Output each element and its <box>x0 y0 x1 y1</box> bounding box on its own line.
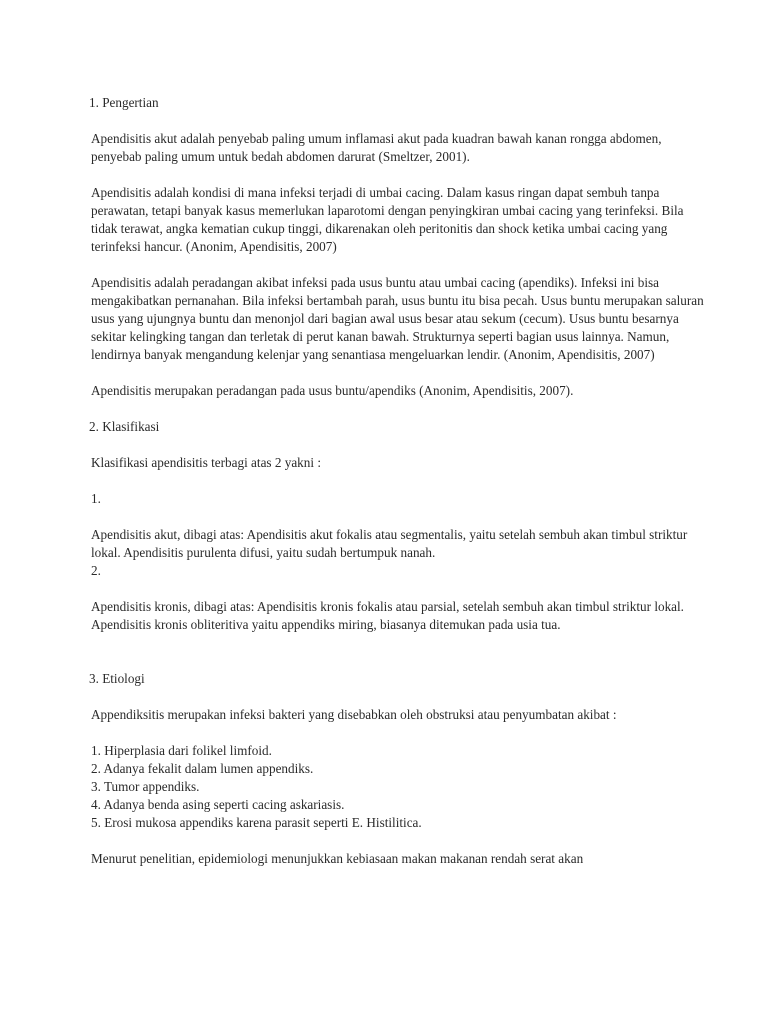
classification-intro: Klasifikasi apendisitis terbagi atas 2 yakni : <box>91 455 321 470</box>
section-heading-pengertian: 1. Pengertian <box>89 95 159 110</box>
paragraph-definition-4: Apendisitis merupakan peradangan pada usus buntu/apendiks (Anonim, Apendisitis, 2007). <box>91 383 574 398</box>
etiology-intro: Appendiksitis merupakan infeksi bakteri yang disebabkan oleh obstruksi atau penyumbatan akibat : <box>91 707 617 722</box>
section-heading-klasifikasi: 2. Klasifikasi <box>89 419 160 434</box>
list-item: 3. Tumor appendiks. <box>91 779 200 794</box>
classification-number-2: 2. <box>91 563 101 578</box>
paragraph-definition-1: Apendisitis akut adalah penyebab paling umum inflamasi akut pada kuadran bawah kanan rongga abdomen, penyebab paling umum untuk bedah abdomen darurat (Smeltzer, 2001). <box>91 131 662 164</box>
classification-item-1: Apendisitis akut, dibagi atas: Apendisitis akut fokalis atau segmentalis, yaitu setelah sembuh akan timbul striktur lokal. Apendisitis purulenta difusi, yaitu sudah bertumpuk nanah. <box>91 527 688 560</box>
classification-number-1: 1. <box>91 491 101 506</box>
etiology-closing-paragraph: Menurut penelitian, epidemiologi menunjukkan kebiasaan makan makanan rendah serat akan <box>91 851 584 866</box>
list-item: 2. Adanya fekalit dalam lumen appendiks. <box>91 761 314 776</box>
list-item: 1. Hiperplasia dari folikel limfoid. <box>91 743 272 758</box>
list-item: 4. Adanya benda asing seperti cacing askariasis. <box>91 797 345 812</box>
section-heading-etiologi: 3. Etiologi <box>89 671 145 686</box>
etiology-cause-list <box>91 742 708 832</box>
list-item: 5. Erosi mukosa appendiks karena parasit seperti E. Histilitica. <box>91 815 422 830</box>
paragraph-definition-3: Apendisitis adalah peradangan akibat infeksi pada usus buntu atau umbai cacing (apendiks). Infeksi ini bisa mengakibatkan pernanahan. Bila infeksi bertambah parah, usus buntu itu bisa pecah. Usus buntu merupakan saluran usus yang ujungnya buntu dan menonjol dari bagian awal usus besar atau sekum (cecum). Usus buntu besarnya sekitar kelingking tangan dan terletak di perut kanan bawah. Strukturnya seperti bagian usus lainnya. Namun, lendirnya banyak mengandung kelenjar yang senantiasa mengeluarkan lendir. (Anonim, Apendisitis, 2007) <box>91 275 704 362</box>
paragraph-definition-2: Apendisitis adalah kondisi di mana infeksi terjadi di umbai cacing. Dalam kasus ringan dapat sembuh tanpa perawatan, tetapi banyak kasus memerlukan laparotomi dengan penyingkiran umbai cacing yang terinfeksi. Bila tidak terawat, angka kematian cukup tinggi, dikarenakan oleh peritonitis dan shock ketika umbai cacing yang terinfeksi hancur. (Anonim, Apendisitis, 2007) <box>91 185 684 254</box>
classification-item-2: Apendisitis kronis, dibagi atas: Apendisitis kronis fokalis atau parsial, setelah sembuh akan timbul striktur lokal. Apendisitis kronis obliteritiva yaitu appendiks miring, biasanya ditemukan pada usia tua. <box>91 599 684 632</box>
